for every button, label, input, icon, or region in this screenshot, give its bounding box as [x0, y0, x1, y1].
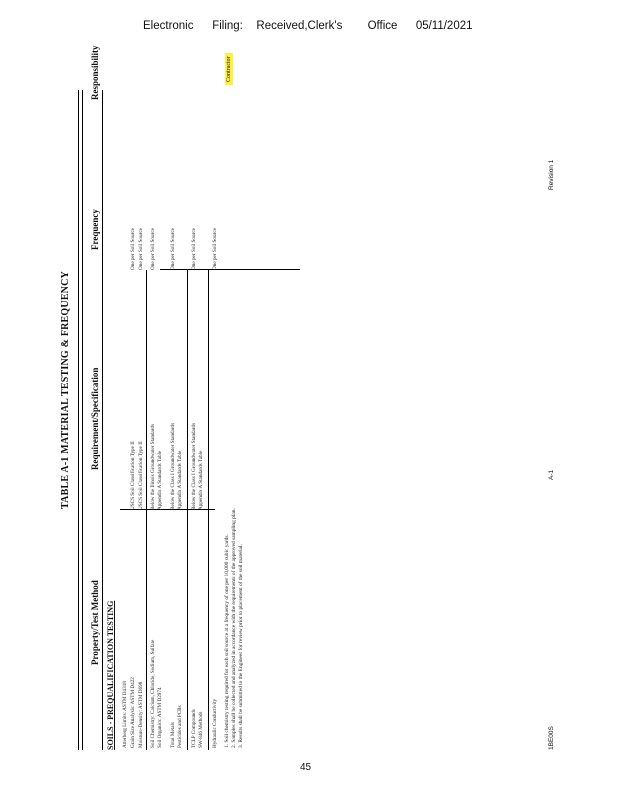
rule-header: [102, 90, 103, 750]
page-number: 45: [300, 762, 312, 773]
row-2-c3: One per Soil Source: [130, 228, 136, 270]
row-9-c2: Appendix A Standards Table: [198, 450, 204, 510]
row-8-c3: One per Soil Source: [191, 228, 197, 270]
row-3-c1: Moisture-Density: ASTM D698: [138, 681, 144, 748]
row-5-c1: Soil Organics: ASTM D2974: [157, 687, 163, 748]
row-9-c1: SW-846 Methods: [198, 711, 204, 748]
filing-electronic: Electronic: [143, 20, 194, 32]
rule-top: [78, 90, 79, 750]
table-title: TABLE A-1 MATERIAL TESTING & FREQUENCY: [60, 271, 71, 509]
row-5-c2: Appendix A Standards Table: [157, 450, 163, 510]
row-4-c2: Below the Ilinois Groundwater Standards: [150, 423, 156, 510]
row-4-c3: One per Soil Source: [150, 228, 156, 270]
filing-date: 05/11/2021: [415, 20, 473, 32]
filing-office: Office: [367, 20, 398, 32]
row-6-c2: Below the Class I Groundwater Standards: [170, 422, 176, 510]
row-8-c2: Below the Class I Groundwater Standards: [191, 422, 197, 510]
highlighted-responsibility: Contractor: [225, 53, 233, 85]
row-2-c2: USCS Soil Classification Type II: [130, 441, 136, 510]
row-4-c1: Soil Chemistry: Calcium, Chloride, Sodium, Sulfate: [150, 639, 156, 748]
column-divider-2: [160, 269, 300, 270]
row-10-c3: One per Soil Source: [212, 228, 218, 270]
rule-top-2: [82, 90, 83, 750]
row-10-c1: Hydraulic Conductivity: [212, 698, 218, 748]
appendix-page: A-1: [548, 469, 555, 480]
electronic-filing-stamp: [143, 20, 473, 32]
row-6-c3: One per Soil Source: [170, 228, 176, 270]
footnote-2: 2. Samples shall be collected and analyzed in accordance with the requirements of the approved sampling plan.: [231, 508, 237, 748]
row-7-c2: Appendix A Standards Table: [177, 450, 183, 510]
row-3-c3: One per Soil Source: [138, 228, 144, 270]
rotated-table-page: [50, 45, 570, 750]
footnote-3: 3. Results shall be submitted to the Engineer for review prior to placement of the soil material.: [238, 544, 244, 748]
filing-label: Filing:: [212, 20, 243, 32]
col-header-responsibility: Responsibility: [90, 45, 100, 100]
revision-label: Revision 1: [548, 159, 555, 190]
filing-received: Received,Clerk's: [256, 20, 343, 32]
row-divider-3: [208, 270, 209, 750]
row-2-c1: Grain Size Analysis: ASTM D422: [130, 677, 136, 748]
row-3-c2: USCS Soil Classification Type II: [138, 441, 144, 510]
col-header-property: Property/Test Method: [90, 580, 100, 665]
document-code: 1BE00S: [548, 726, 555, 750]
row-divider-2: [187, 270, 188, 750]
table-header: [90, 45, 150, 750]
row-1-c1: Atterberg Limits: ASTM D4318: [122, 681, 128, 748]
row-7-c1: Pesticides and PCBs: [177, 705, 183, 748]
col-header-requirement: Requirement/Specification: [90, 367, 100, 470]
footnote-1: 1. Soil chemistry testing required for each soil source at a frequency of one per 10,000 cubic yards.: [224, 534, 230, 748]
row-6-c1: Total Metals: [170, 722, 176, 748]
row-divider-1: [146, 270, 147, 750]
section-title: SOILS - PREQUALIFICATION TESTING: [106, 600, 115, 750]
row-8-c1: TCLP Compounds: [191, 709, 197, 748]
col-header-frequency: Frequency: [90, 209, 100, 250]
